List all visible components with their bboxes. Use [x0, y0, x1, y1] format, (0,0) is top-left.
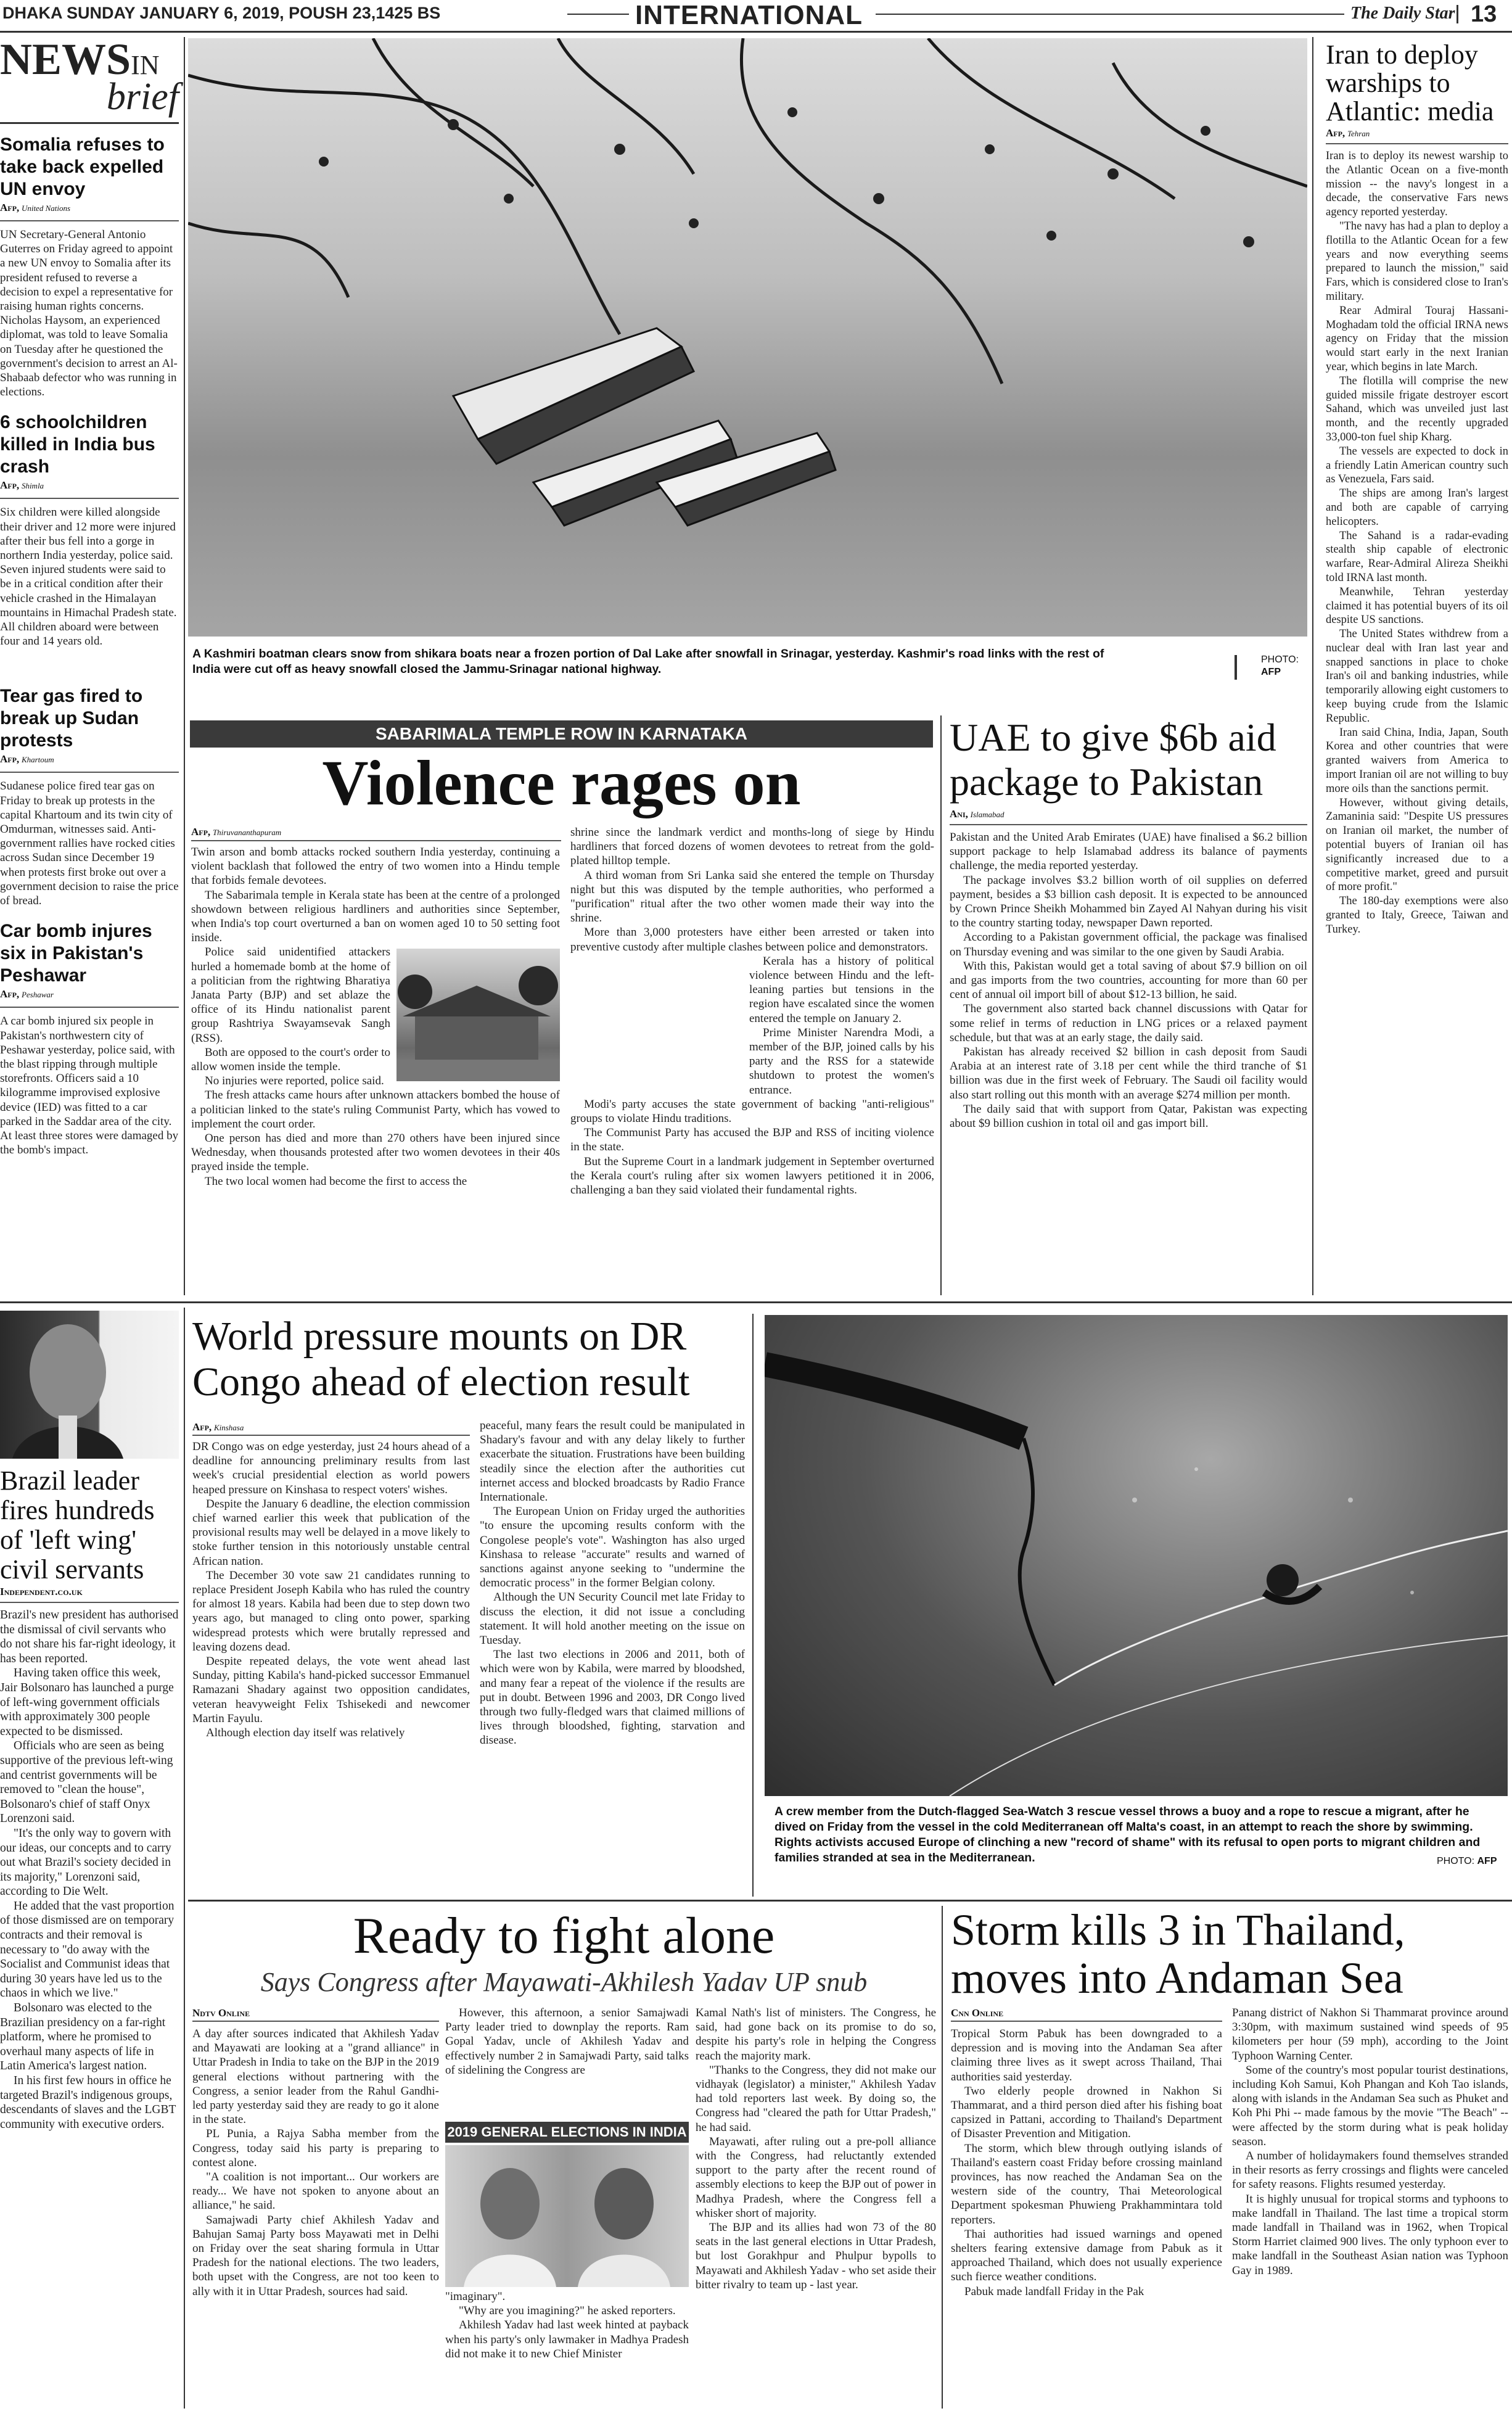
- paragraph: With this, Pakistan would get a total saving of about $7.9 billion on oil and gas imports from the two countries, accounting for more than 60 per cent of annual oil import bill of about $12-13 billion, he said.: [950, 959, 1307, 1002]
- storm-byline: [951, 2007, 1003, 2019]
- masthead: [0, 0, 1512, 30]
- sabarimala-col2: [570, 825, 934, 1294]
- paragraph: Twin arson and bomb attacks rocked southern India yesterday, continuing a violent backlash that followed the entry of two women into a Hindu temple that forbids female devotees.: [191, 846, 560, 888]
- paragraph: The vessels are expected to dock in a friendly Latin American country such as Venezuela, Fars said.: [1326, 445, 1508, 486]
- paragraph: Having taken office this week, Jair Bolsonaro has launched a purge of left-wing government officials with approximately 300 people expected to be dismissed.: [0, 1667, 174, 1738]
- leaders-photo-art: [445, 2145, 689, 2287]
- temple-photo-art: [396, 949, 560, 1081]
- paragraph: Although the UN Security Council met late Friday to discuss the election, it did not issue a concluding statement. It will hold another meeting on the issue on Tuesday.: [480, 1591, 745, 1647]
- congo-place: Kinshasa: [213, 1423, 244, 1432]
- paper-logo: The Daily Star: [1350, 4, 1455, 23]
- brief-item-bus-crash: [0, 411, 179, 648]
- brief-body: Six children were killed alongside their driver and 12 more were injured after their bus fell into a gorge in northern India yesterday, police said. Seven injured students were said to be in a critical condition after their vehicle crashed in the Himalayan mountains in Himachal Pradesh state. All children aboard were between four and 14 years old.: [0, 506, 177, 648]
- migrant-photo-art: [765, 1315, 1508, 1796]
- section-rule: [0, 1301, 1512, 1303]
- paragraph: "imaginary".: [445, 2290, 506, 2303]
- sabarimala-place: Thiruvananthapuram: [212, 828, 282, 837]
- brief-agency: Afp,: [0, 479, 20, 492]
- paragraph: The storm, which blew through outlying islands of Thailand's eastern coast Friday before crossing mainland provinces, has now reached the Andaman Sea on the western side of the country, Thai Meteorological Department spokesman Phuwieng Prakhammintara told reporters.: [951, 2141, 1222, 2227]
- congo-agency: Afp,: [192, 1421, 212, 1433]
- congo-headline: World pressure mounts on DR Congo ahead of election result: [192, 1314, 690, 1404]
- dateline: DHAKA SUNDAY JANUARY 6, 2019, POUSH 23,1425 BS: [2, 4, 441, 22]
- column-divider: [942, 1906, 943, 2409]
- paragraph: Despite the January 6 deadline, the election commission chief warned earlier this week that publication of the provisional results may well be delayed in a move likely to stoke further tension in this notoriously unstable central African nation.: [192, 1497, 470, 1568]
- iran-story: [1326, 41, 1508, 1299]
- congo-byline: [192, 1421, 244, 1433]
- kashmir-credit: [1261, 654, 1299, 678]
- paragraph: Modi's party accuses the state government of backing "anti-religious" groups to violate Hindu traditions.: [570, 1097, 934, 1126]
- brief-item-sudan: [0, 685, 179, 908]
- storm-col1: [951, 2027, 1222, 2409]
- brief-body: Sudanese police fired tear gas on Friday to break up protests in the capital Khartoum and its twin city of Omdurman, witnesses said. Anti-government rallies have rocked cities across Sudan since December 19 when protests first broke out over a government decision to raise the price of bread.: [0, 780, 179, 908]
- page-divider: [1457, 5, 1458, 23]
- iran-place: Tehran: [1347, 129, 1370, 138]
- brazil-headline: Brazil leader fires hundreds of 'left wing' civil servants: [0, 1465, 155, 1585]
- paragraph: Rear Admiral Touraj Hassani-Moghadam told the official IRNA news agency on Friday that the mission would start early in the next Iranian year, which begins in late March.: [1326, 304, 1508, 373]
- kashmir-credit-name: AFP: [1261, 667, 1281, 677]
- paragraph: The December 30 vote saw 21 candidates running to replace President Joseph Kabila who has ruled the country for almost 18 years. Kabila had been due to step down two years ago, but managed to cling onto power, sparking widespread protests which were brutally repressed and leaving dozens dead.: [192, 1568, 470, 1654]
- section-rule: [188, 1900, 1512, 1902]
- paragraph: Brazil's new president has authorised the dismissal of civil servants who do not share his far-right ideology, it has been reported.: [0, 1609, 179, 1665]
- paragraph: The ships are among Iran's largest and both are capable of carrying helicopters.: [1326, 487, 1508, 528]
- paragraph: Pakistan and the United Arab Emirates (UAE) have finalised a $6.2 billion support package to help Islamabad address its balance of payments challenge, the media reported yesterday.: [950, 831, 1307, 873]
- uae-place: Islamabad: [970, 810, 1005, 819]
- paragraph: According to a Pakistan government official, the package was finalised on Thursday evening and was similar to the one given by Saudi Arabia.: [950, 931, 1307, 958]
- brief-byline: [0, 753, 179, 765]
- brief-agency: Afp,: [0, 753, 20, 765]
- iran-agency: Afp,: [1326, 127, 1346, 139]
- paragraph: The 180-day exemptions were also granted to Italy, Greece, Taiwan and Turkey.: [1326, 895, 1508, 936]
- iran-byline: [1326, 127, 1508, 139]
- paragraph: Prime Minister Narendra Modi, a member of the BJP, joined calls by his party and the RSS for a statewide shutdown to protest the women's entrance.: [749, 1026, 934, 1097]
- brief-headline: Car bomb injures six in Pakistan's Peshawar: [0, 921, 152, 986]
- paragraph: However, without giving details, Zamaninia said: "Despite US pressures on Iranian oil market, the number of potential buyers of Iranian oil has significantly increased due to a competitive market, greed and pursuit of more profit.": [1326, 796, 1508, 894]
- brief-rule: [0, 122, 179, 124]
- paragraph: The fresh attacks came hours after unknown attackers bombed the house of a politician linked to the state's ruling Communist Party, which has vowed to implement the court order.: [191, 1089, 560, 1131]
- paragraph: Thai authorities had issued warnings and opened shelters fearing extensive damage from Pabuk as it approached Thailand, which does not usually experience such fierce weather conditions.: [951, 2227, 1222, 2284]
- paragraph: Tropical Storm Pabuk has been downgraded to a depression and is moving into the Andaman Sea after claiming three lives as it swept across Thailand, Thai authorities said yesterday.: [951, 2027, 1222, 2083]
- section-name: INTERNATIONAL: [635, 0, 863, 30]
- ready-subhead: Says Congress after Mayawati-Akhilesh Yadav UP snub: [260, 1967, 868, 1997]
- page-number: 13: [1471, 1, 1497, 27]
- storm-col2: [1232, 2006, 1508, 2410]
- paragraph: Pabuk made landfall Friday in the Pak: [964, 2285, 1144, 2298]
- paragraph: Mayawati, after ruling out a pre-poll alliance with the Congress, had reluctantly extended support to the party after the recent round of assembly elections to keep the BJP out of power in Madhya Pradesh, where the Congress fell a whisker short of majority.: [696, 2135, 936, 2220]
- uae-agency: Ani,: [950, 808, 968, 820]
- brief-body: A car bomb injured six people in Pakistan's northwestern city of Peshawar yesterday, police said, with the blast ripping through multiple storefronts. Officers said a 10 kilogramme improvised explosive device (IED) was fitted to a car parked in the Saddar area of the city. At least three stores were damaged by the bomb's impact.: [0, 1015, 179, 1157]
- sabarimala-rule: [191, 840, 561, 841]
- paragraph: "Thanks to the Congress, they did not make our vidhayak (legislator) a minister," Akhilesh Yadav had told reporters last week. By doing so, the Congress had "cleared the path for Uttar Pradesh," he had said.: [696, 2063, 936, 2134]
- masthead-line-right: [876, 14, 1344, 15]
- storm-rule: [951, 2021, 1222, 2022]
- brief-place: Shimla: [21, 481, 44, 491]
- news-in-brief: [0, 37, 179, 1295]
- uae-headline: UAE to give $6b aid package to Pakistan: [950, 715, 1276, 804]
- brief-body: UN Secretary-General Antonio Guterres on Friday agreed to appoint a new UN envoy to Somalia after its president refused to reverse a decision to expel a representative for raising human rights concerns. Nicholas Haysom, an experienced diplomat, was told to leave Somalia on Tuesday after he questioned the government's decision to arrest an Al-Shabaab defector who was running in elections.: [0, 228, 178, 399]
- ready-col2b: [445, 2289, 689, 2410]
- paragraph: The last two elections in 2006 and 2011, both of which were won by Kabila, were marred by bloodshed, and many fear a repeat of the violence if the results are put in doubt. Between 1996 and 2003, DR Congo lived through two fully-fledged wars that claimed millions of lives through bloodshed, fighting, starvation and disease.: [480, 1648, 745, 1747]
- uae-body: [950, 830, 1307, 1131]
- paragraph: The flotilla will comprise the new guided missile frigate destroyer escort Sahand, which was unveiled just last month, and the recently upgraded 33,000-ton fuel ship Kharg.: [1326, 374, 1508, 443]
- paragraph: The Communist Party has accused the BJP and RSS of inciting violence in the state.: [570, 1126, 934, 1154]
- paragraph: The two local women had become the first to access the: [205, 1174, 467, 1188]
- congo-rule: [192, 1435, 470, 1436]
- congo-col2: [480, 1419, 745, 1897]
- brief-byline: [0, 479, 179, 492]
- paragraph: Kerala has a history of political violence between Hindu and the left-leaning parties but tensions in the region have escalated since the women entered the temple on January 2.: [749, 954, 934, 1025]
- brief-byline: [0, 988, 179, 1000]
- paragraph: The package involves $3.2 billion worth of oil supplies on deferred payment, besides a $3 billion cash deposit. It is expected to be announced by Crown Prince Sheikh Mohammed bin Zayed Al Nahyan during his visit to the country starting today, newspaper Dawn reported.: [950, 873, 1307, 930]
- paragraph: No injuries were reported, police said.: [205, 1074, 384, 1088]
- paragraph: It is highly unusual for tropical storms and typhoons to make landfall in Thailand. The last time a tropical storm made landfall in Thailand was in 1962, when Tropical Storm Harriet claimed 900 lives. The only typhoon ever to make landfall in the Southeast Asian nation was Typhoon Gay in 1989.: [1232, 2192, 1508, 2277]
- column-divider: [184, 37, 185, 1295]
- paragraph: Iran said China, India, Japan, South Korea and other countries that were granted waivers from America to import Iranian oil are not willing to buy more oils than the sanctions permit.: [1326, 726, 1508, 795]
- paragraph: Some of the country's most popular tourist destinations, including Koh Samui, Koh Phangan and Koh Tao islands, along with islands in the Andaman Sea such as Phuket and Koh Phi Phi -- made famous by the movie "The Beach" -- were affected by the storm during what is peak holiday season.: [1232, 2063, 1508, 2148]
- paragraph: But the Supreme Court in a landmark judgement in September overturned the Kerala court's ruling after six women lawyers petitioned it in 2006, challenging a ban they said violated their fundamental rights.: [570, 1155, 934, 1197]
- column-divider: [752, 1314, 754, 1897]
- paragraph: One person has died and more than 270 others have been injured since Wednesday, when thousands protested after two women devotees in their 40s prayed inside the temple.: [191, 1132, 560, 1174]
- sabarimala-agency: Afp,: [191, 826, 211, 838]
- migrant-caption: A crew member from the Dutch-flagged Sea-Watch 3 rescue vessel throws a buoy and a rope to rescue a migrant, after he dived on Friday from the vessel in the cold Mediterranean off Malta's coast, in an attempt to reach the shore by swimming. Rights activists accused Europe of clinching a new "record of shame" with its refusal to open ports to migrant children and families stranded at sea in the Mediterranean.: [774, 1805, 1481, 1865]
- masthead-line: [567, 14, 629, 15]
- brief-place: United Nations: [21, 204, 71, 213]
- paragraph: Panang district of Nakhon Si Thammarat province around 3:30pm, with maximum sustained wind speeds of 95 kilometers per hour (59 mph), according to the Joint Typhoon Warning Center.: [1232, 2006, 1508, 2063]
- ready-kicker: 2019 GENERAL ELECTIONS IN INDIA: [445, 2122, 689, 2143]
- brief-headline: Somalia refuses to take back expelled UN envoy: [0, 134, 165, 199]
- brief-item-peshawar: [0, 920, 179, 1157]
- paragraph: "A coalition is not important... Our workers are ready... We have not spoken to anyone about an alliance," he said.: [192, 2170, 439, 2212]
- paragraph: Officials who are seen as being supportive of the previous left-wing and centrist governments will be removed to "clean the house", Bolsonaro's chief of staff Onyx Lorenzoni said.: [0, 1739, 173, 1826]
- paragraph: PL Punia, a Rajya Sabha member from the Congress, today said his party is preparing to contest alone.: [192, 2127, 439, 2169]
- sabarimala-kicker: SABARIMALA TEMPLE ROW IN KARNATAKA: [190, 720, 933, 748]
- ready-rule: [192, 2021, 439, 2022]
- paragraph: DR Congo was on edge yesterday, just 24 hours ahead of a deadline for announcing preliminary results from last week's crucial presidential election as world powers heaped pressure on Kinshasa to respect voters' wishes.: [192, 1440, 470, 1496]
- sabarimala-headline: Violence rages on: [322, 748, 801, 818]
- brief-title-in: IN: [131, 50, 160, 80]
- paragraph: The Sahand is a radar-evading stealth ship capable of electronic warfare, Rear-Admiral Alireza Sheikhi told IRNA last month.: [1326, 529, 1508, 584]
- bolsonaro-photo: [0, 1311, 179, 1459]
- uae-story: [950, 715, 1307, 1295]
- paragraph: Iran is to deploy its newest warship to the Atlantic Ocean on a five-month mission -- the navy's longest in a decade, the conservative Fars news agency reported yesterday.: [1326, 150, 1508, 219]
- kashmir-photo: [188, 38, 1307, 637]
- brief-headline: Tear gas fired to break up Sudan protests: [0, 686, 143, 751]
- ready-agency: Ndtv Online: [192, 2007, 250, 2019]
- ready-col2: [445, 2006, 689, 2129]
- uae-byline: [950, 808, 1307, 820]
- column-divider: [184, 1308, 185, 2409]
- paragraph: Two elderly people drowned in Nakhon Si Thammarat, and a third person died after his fishing boat capsized in Pattani, according to Thailand's Department of Disaster Prevention and Mitigation.: [951, 2084, 1222, 2141]
- brazil-byline: [0, 1586, 179, 1598]
- paragraph: The United States withdrew from a nuclear deal with Iran last year and snapped sanctions in place to choke Iran's oil and banking industries, while temporarily allowing eight customers to keep buying crude from the Islamic Republic.: [1326, 628, 1508, 725]
- paragraph: Despite repeated delays, the vote went ahead last Sunday, pitting Kabila's hand-picked successor Emmanuel Ramazani Shadary against two opposition candidates, veteran heavyweight Felix Tshisekedi and newcomer Martin Fayulu.: [192, 1655, 470, 1725]
- migrant-credit-label: PHOTO:: [1437, 1856, 1475, 1866]
- paragraph: "Why are you imagining?" he asked reporters.: [459, 2304, 676, 2318]
- paragraph: A third woman from Sri Lanka said she entered the temple on Thursday night but this was disputed by the temple authorities, who performed a "purification" ritual after the two other women made their way into the shrine.: [570, 868, 934, 925]
- kashmir-caption: A Kashmiri boatman clears snow from shikara boats near a frozen portion of Dal Lake after snowfall in Srinagar, yesterday. Kashmir's road links with the rest of India were cut off as heavy snowfall closed the Jammu-Srinagar national highway.: [192, 647, 1104, 676]
- brazil-agency: Independent.co.uk: [0, 1586, 83, 1597]
- paragraph: However, this afternoon, a senior Samajwadi Party leader tried to downplay the reports. Ram Gopal Yadav, uncle of Akhilesh Yadav and effectively number 2 in Samajwadi Party, said talks of sidelining the Congress are: [445, 2006, 689, 2077]
- storm-headline: Storm kills 3 in Thailand, moves into Andaman Sea: [951, 1905, 1405, 2003]
- kashmir-credit-label: PHOTO:: [1261, 654, 1299, 665]
- sabarimala-col1: [191, 845, 560, 1292]
- iran-headline: Iran to deploy warships to Atlantic: media: [1326, 39, 1494, 126]
- brief-title-sub: brief: [106, 76, 179, 118]
- brief-title: [0, 37, 179, 116]
- temple-photo: [396, 949, 560, 1081]
- paragraph: Meanwhile, Tehran yesterday claimed it has potential buyers of its oil despite US sanctions.: [1326, 585, 1508, 627]
- kashmir-photo-art: [188, 38, 1307, 637]
- brief-title-main: NEWS: [0, 35, 131, 84]
- brief-place: Khartoum: [21, 755, 54, 765]
- brief-byline: [0, 202, 179, 214]
- bolsonaro-photo-art: [0, 1311, 179, 1459]
- paragraph: "The navy has had a plan to deploy a flotilla to the Atlantic Ocean for a few years and now everything seems prepared to launch the mission," said Fars, which is considered close to Iran's military.: [1326, 220, 1508, 303]
- paragraph: The European Union on Friday urged the authorities "to ensure the upcoming results conform with the Congolese people's vote". Washington has also urged Kinshasa to release "accurate" results and warned of sanctions against anyone seeking to "undermine the democratic process" in the former Belgian colony.: [480, 1505, 745, 1590]
- migrant-credit-name: AFP: [1477, 1856, 1497, 1866]
- paragraph: Akhilesh Yadav had last week hinted at payback when his party's only lawmaker in Madhya Pradesh did not make it to new Chief Minister: [445, 2318, 689, 2360]
- iran-body: [1326, 149, 1508, 937]
- paragraph: The Sabarimala temple in Kerala state has been at the centre of a prolonged showdown between religious hardliners and authorities since September, when India's top court overturned a ban on women aged 10 to 50 setting foot inside.: [191, 888, 560, 945]
- paragraph: Samajwadi Party chief Akhilesh Yadav and Bahujan Samaj Party boss Mayawati met in Delhi on Friday over the seat sharing formula in Uttar Pradesh for the national elections. The two leaders, both upset with the Congress, are not too keen to ally with it in Uttar Pradesh, sources had said.: [192, 2213, 439, 2298]
- ready-headline: Ready to fight alone: [353, 1907, 775, 1964]
- column-divider: [940, 715, 942, 1295]
- paragraph: Pakistan has already received $2 billion in cash deposit from Saudi Arabia at an interest rate of 3.18 per cent while the third tranche of $1 billion was due in the first week of February. The Saudi oil facility would also start rolling out this month with an average $274 million per month.: [950, 1045, 1307, 1102]
- brief-place: Peshawar: [21, 990, 54, 1000]
- paragraph: shrine since the landmark verdict and months-long of siege by Hindu hardliners that forced dozens of women devotees to retreat from the gold-plated hilltop temple.: [570, 826, 934, 868]
- column-divider: [1312, 37, 1313, 1295]
- ready-col1: [192, 2027, 439, 2409]
- brazil-body: [0, 1608, 179, 2132]
- migrant-credit: [1437, 1853, 1497, 1869]
- paragraph: Kamal Nath's list of ministers. The Congress, he said, had gone back on its promise to do so, despite his party's role in helping the Congress reach the majority mark.: [696, 2006, 936, 2063]
- paragraph: A number of holidaymakers found themselves stranded in their resorts as ferry crossings and flights were canceled for safety reasons. Flights resumed yesterday.: [1232, 2149, 1508, 2191]
- leaders-photo: [445, 2145, 689, 2287]
- paragraph: He added that the vast proportion of those dismissed are on temporary contracts and their removal is necessary to "do away with the Socialist and Communist ideas that during 30 years have led us to the chaos in which we live.": [0, 1899, 175, 2000]
- paragraph: The government also started back channel discussions with Qatar for some relief in terms of reduction in LNG prices or a relaxed payment schedule, but that was at an early stage, the daily said.: [950, 1002, 1307, 1044]
- paragraph: More than 3,000 protesters have either been arrested or taken into preventive custody after multiple clashes between police and demonstrators.: [570, 926, 934, 954]
- paragraph: Police said unidentified attackers hurled a homemade bomb at the home of a politician from the rightwing Bharatiya Janata Party (BJP) and set ablaze the office of its Hindu nationalist parent group Rashtriya Swayamsevak Sangh (RSS).: [191, 946, 390, 1045]
- migrant-photo: [765, 1315, 1508, 1796]
- paragraph: Bolsonaro was elected to the Brazilian presidency on a far-right platform, where he promised to overhaul many aspects of life in Latin America's largest nation.: [0, 2001, 166, 2073]
- congo-col1: [192, 1440, 470, 1896]
- kashmir-credit-bar: [1235, 655, 1237, 680]
- storm-agency: Cnn Online: [951, 2007, 1004, 2019]
- brief-headline: 6 schoolchildren killed in India bus crash: [0, 412, 155, 477]
- ready-byline: [192, 2007, 250, 2019]
- paragraph: The BJP and its allies had won 73 of the 80 seats in the last general elections in Uttar Pradesh, but lost Gorakhpur and Phulpur bypolls to Mayawati and Akhilesh Yadav - who set aside their bitter rivalry to team up - last year.: [696, 2221, 936, 2291]
- paragraph: Both are opposed to the court's order to allow women inside the temple.: [191, 1045, 390, 1074]
- brazil-story: [0, 1311, 179, 2409]
- brief-agency: Afp,: [0, 988, 20, 1000]
- brief-agency: Afp,: [0, 202, 20, 213]
- ready-col3: [696, 2006, 936, 2410]
- brief-item-somalia: [0, 134, 179, 399]
- paragraph: Although election day itself was relatively: [206, 1726, 405, 1740]
- paragraph: A day after sources indicated that Akhilesh Yadav and Mayawati are looking at a "grand alliance" in Uttar Pradesh in India to take on the BJP in the 2019 general elections without partnering with the Congress, a senior leader from the Rahul Gandhi-led party yesterday said they are ready to go it alone in the state.: [192, 2027, 439, 2127]
- masthead-rule: [0, 31, 1512, 33]
- sabarimala-byline: [191, 826, 281, 838]
- paragraph: "It's the only way to govern with our ideas, our concepts and to carry out what Brazil's society decided in its majority," Lorenzoni said, according to Die Welt.: [0, 1826, 171, 1898]
- paragraph: In his first few hours in office he targeted Brazil's indigenous groups, descendants of slaves and the LGBT community with executive orders.: [0, 2074, 176, 2131]
- paragraph: peaceful, many fears the result could be manipulated in Shadary's favour and with any delay likely to further exacerbate the situation. Frustrations have been building steadily since the election after the authorities cut internet access and blocked broadcasts by Radio France Internationale.: [480, 1419, 745, 1504]
- paragraph: The daily said that with support from Qatar, Pakistan was expecting about $9 billion cushion in total oil and gas import bill.: [950, 1102, 1307, 1131]
